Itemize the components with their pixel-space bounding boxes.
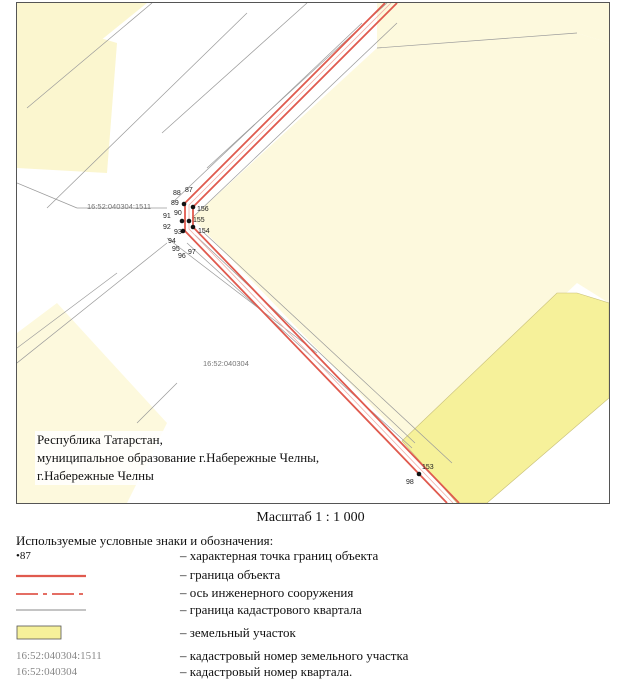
point-label: 96 (178, 253, 186, 260)
point-label: 153 (422, 464, 434, 471)
legend-item-parcel-number (16, 648, 616, 664)
cadastral-map (16, 2, 610, 504)
gray-line-symbol (16, 602, 156, 618)
legend-item-land-plot (16, 625, 616, 641)
parcel-number-label: 16:52:040304:1511 (87, 202, 152, 211)
legend-title: Используемые условные знаки и обозначения: (16, 533, 274, 548)
legend-desc: – ось инженерного сооружения (180, 585, 354, 600)
point-label: 90 (174, 210, 182, 217)
legend-desc: – характерная точка границ объекта (180, 548, 379, 563)
point-label: 156 (197, 206, 209, 213)
point-label: 92 (163, 224, 171, 231)
region-line: г.Набережные Челны (37, 468, 154, 483)
point-label: 88 (173, 190, 181, 197)
legend-item-quarter-boundary (16, 602, 616, 618)
legend-item-quarter-number (16, 664, 616, 680)
point-label: 98 (406, 479, 414, 486)
point-label: 97 (188, 249, 196, 256)
point-label: 94 (168, 238, 176, 245)
dashed-red-line-symbol (16, 585, 156, 601)
point-label: 87 (185, 187, 193, 194)
legend-desc: – граница кадастрового квартала (180, 602, 362, 617)
legend-desc: – кадастровый номер квартала. (180, 664, 353, 679)
quarter-number-sample: 16:52:040304 (16, 666, 78, 678)
solid-red-line-symbol (16, 567, 156, 583)
point-label: 91 (163, 213, 171, 220)
legend-desc: – граница объекта (180, 567, 281, 582)
point-label: 154 (198, 228, 210, 235)
quarter-number-label: 16:52:040304 (203, 359, 249, 368)
region-line: муниципальное образование г.Набережные Челны, (37, 450, 320, 465)
legend-item-boundary (16, 567, 616, 583)
yellow-box-symbol (16, 625, 156, 641)
region-caption (35, 431, 321, 485)
point-label: 89 (171, 200, 179, 207)
point-label: 155 (193, 217, 205, 224)
region-line: Республика Татарстан, (37, 432, 163, 447)
legend-desc: – кадастровый номер земельного участка (180, 648, 409, 663)
point-symbol: •87 (16, 550, 31, 562)
parcel-number-sample: 16:52:040304:1511 (16, 650, 102, 662)
point-label: 95 (172, 246, 180, 253)
map-scale: Масштаб 1 : 1 000 (256, 510, 365, 525)
point-label: 93 (174, 229, 182, 236)
legend-item-axis (16, 585, 616, 601)
legend-item-point (16, 548, 616, 564)
legend-desc: – земельный участок (180, 625, 296, 640)
map-canvas (17, 3, 609, 503)
